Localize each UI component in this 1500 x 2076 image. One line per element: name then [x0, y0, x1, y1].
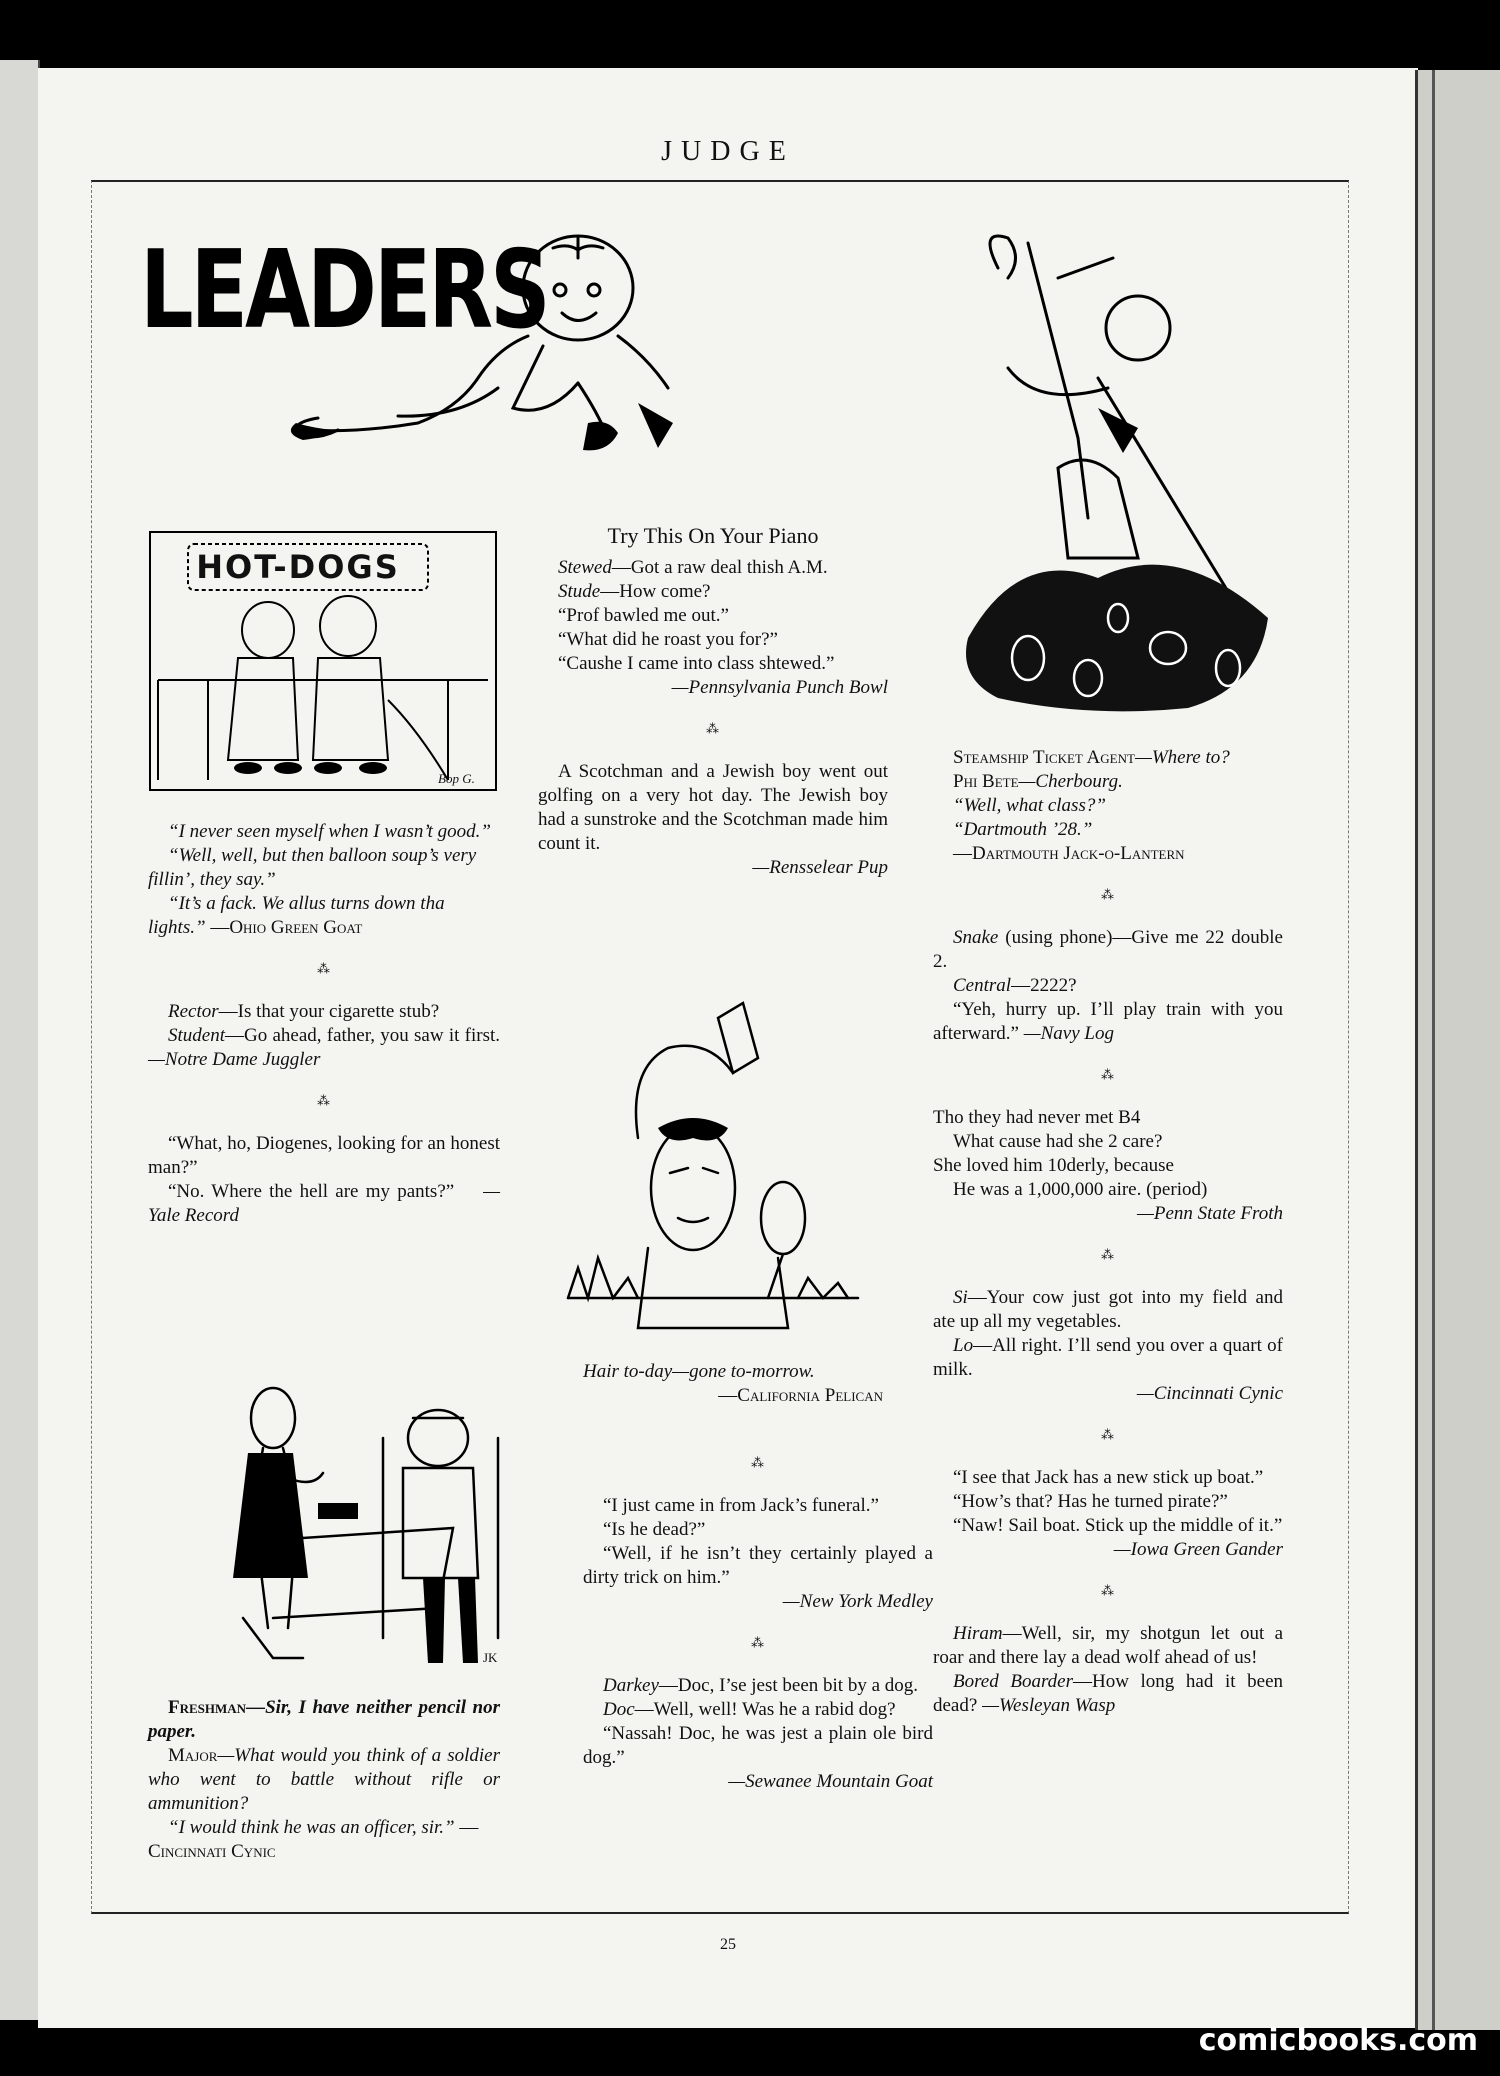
- leaders-mascot-drawing: [278, 218, 738, 468]
- column-3-text: [933, 746, 1283, 1718]
- section-ornament: ⁂: [1101, 888, 1115, 903]
- joke-source: —Navy Log: [1023, 1023, 1114, 1044]
- joke-line: “Well, well, but then balloon soup’s very fillin’, they say.”: [148, 845, 477, 890]
- left-page-edge: [0, 60, 40, 2020]
- joke-line: Bored Boarder—How long had it been dead? —Wesleyan Wasp: [933, 1671, 1283, 1716]
- column-1-text-lower: [148, 1696, 500, 1864]
- joke-line: “What did he roast you for?”: [558, 629, 778, 650]
- joke-line: Doc—Well, well! Was he a rabid dog?: [603, 1699, 896, 1720]
- joke-line: Rector—Is that your cigarette stub?: [168, 1001, 440, 1022]
- site-watermark: comicbooks.com: [1198, 2023, 1478, 2058]
- section-ornament: ⁂: [317, 1094, 331, 1109]
- joke-line: “Well, what class?”: [953, 795, 1106, 816]
- cartoon-signature: JK: [483, 1650, 498, 1665]
- joke-source: —Notre Dame Juggler: [148, 1049, 321, 1070]
- joke-line: “How’s that? Has he turned pirate?”: [953, 1491, 1228, 1512]
- section-ornament: ⁂: [1101, 1068, 1115, 1083]
- joke-source: —Wesleyan Wasp: [982, 1695, 1116, 1716]
- joke-source: —Ohio Green Goat: [210, 917, 363, 938]
- column-2-text-bottom: [583, 1434, 933, 1794]
- joke-source: —Dartmouth Jack-o-Lantern: [953, 843, 1185, 864]
- section-ornament: ⁂: [1101, 1248, 1115, 1263]
- joke-source: —Pennsylvania Punch Bowl: [671, 677, 888, 698]
- section-ornament: ⁂: [706, 722, 720, 737]
- leaders-logo: LEADERS: [140, 228, 548, 353]
- mirror-cartoon: [558, 998, 868, 1348]
- joke-line: Darkey—Doc, I’se jest been bit by a dog.: [603, 1675, 919, 1696]
- joke-source: —Iowa Green Gander: [1113, 1539, 1283, 1560]
- joke-line: “What, ho, Diogenes, looking for an honest man?”: [148, 1133, 500, 1178]
- joke-source: —New York Medley: [782, 1591, 933, 1612]
- cartoon-caption: Hair to-day—gone to-morrow.: [583, 1361, 815, 1382]
- section-ornament: ⁂: [1101, 1584, 1115, 1599]
- joke-line: Hiram—Well, sir, my shotgun let out a roar and there lay a dead wolf ahead of us!: [933, 1623, 1283, 1668]
- joke-line: “It’s a fack. We allus turns down tha lights.” —Ohio Green Goat: [148, 893, 445, 938]
- hot-dogs-sign: HOT-DOGS: [196, 548, 400, 586]
- joke-line: “Dartmouth ’28.”: [953, 819, 1093, 840]
- joke-line: “I never seen myself when I wasn’t good.”: [168, 821, 491, 842]
- joke-line: Stewed—Got a raw deal thish A.M.: [558, 557, 828, 578]
- joke-line: “Caushe I came into class shtewed.”: [558, 653, 835, 674]
- section-ornament: ⁂: [1101, 1428, 1115, 1443]
- joke-line: “Well, if he isn’t they certainly played a dirty trick on him.”: [583, 1543, 933, 1588]
- section-ornament: ⁂: [751, 1456, 765, 1471]
- right-page-edge: [1415, 70, 1500, 2030]
- joke-source: —Cincinnati Cynic: [1136, 1383, 1283, 1404]
- column-1-text-upper: [148, 820, 500, 1228]
- running-head: JUDGE: [661, 136, 795, 167]
- joke-source: —Sewanee Mountain Goat: [728, 1771, 933, 1792]
- joke-line: “I see that Jack has a new stick up boat.”: [953, 1467, 1264, 1488]
- poem-line: He was a 1,000,000 aire. (period): [953, 1179, 1208, 1200]
- joke-line: Major—What would you think of a soldier who went to battle without rifle or ammunition?: [148, 1745, 500, 1814]
- poem-line: What cause had she 2 care?: [953, 1131, 1163, 1152]
- joke-line: Phi Bete—Cherbourg.: [953, 771, 1123, 792]
- joke-line: “Yeh, hurry up. I’ll play train with you afterward.” —Navy Log: [933, 999, 1283, 1044]
- page-number: 25: [720, 1936, 736, 1953]
- joke-line: Snake (using phone)—Give me 22 double 2.: [933, 927, 1283, 972]
- joke-source: —Rensselear Pup: [752, 857, 888, 878]
- joke-line: “Naw! Sail boat. Stick up the middle of it.”: [953, 1515, 1283, 1536]
- joke-line: “No. Where the hell are my pants?” —Yale Record: [148, 1181, 500, 1226]
- section-ornament: ⁂: [751, 1636, 765, 1651]
- joke-line: A Scotchman and a Jewish boy went out golfing on a very hot day. The Jewish boy had a sunstroke and the Scotchman made him count it.: [538, 761, 888, 854]
- poem-line: She loved him 10derly, because: [933, 1155, 1174, 1176]
- magazine-page: [38, 68, 1418, 2028]
- joke-source: —Cincinnati Cynic: [148, 1817, 479, 1862]
- officer-cartoon: [213, 1378, 513, 1678]
- joke-line: “I just came in from Jack’s funeral.”: [603, 1495, 879, 1516]
- joke-line: Stude—How come?: [558, 581, 711, 602]
- column-2-text-upper: [538, 524, 888, 880]
- joke-line: “Nassah! Doc, he was jest a plain ole bird dog.”: [583, 1723, 933, 1768]
- joke-line: “Is he dead?”: [603, 1519, 706, 1540]
- section-heading: Try This On Your Piano: [607, 523, 819, 548]
- poem-line: Tho they had never met B4: [933, 1107, 1141, 1128]
- cartoon-signature: Bop G.: [438, 771, 475, 786]
- joke-source: —Yale Record: [148, 1181, 500, 1226]
- anchor-diver-cartoon: [938, 218, 1298, 738]
- joke-line: Student—Go ahead, father, you saw it first. —Notre Dame Juggler: [148, 1025, 500, 1070]
- section-ornament: ⁂: [317, 962, 331, 977]
- joke-line: Freshman—Sir, I have neither pencil nor paper.: [148, 1697, 500, 1742]
- joke-line: “I would think he was an officer, sir.” —Cincinnati Cynic: [148, 1817, 479, 1862]
- joke-line: “Prof bawled me out.”: [558, 605, 729, 626]
- joke-line: Lo—All right. I’ll send you over a quart of milk.: [933, 1335, 1283, 1380]
- joke-line: Steamship Ticket Agent—Where to?: [953, 747, 1230, 768]
- joke-source: —California Pelican: [718, 1385, 883, 1406]
- column-2-text-lower: [583, 1360, 883, 1408]
- joke-source: —Penn State Froth: [1137, 1203, 1283, 1224]
- joke-line: Si—Your cow just got into my field and ate up all my vegetables.: [933, 1287, 1283, 1332]
- joke-line: Central—2222?: [953, 975, 1077, 996]
